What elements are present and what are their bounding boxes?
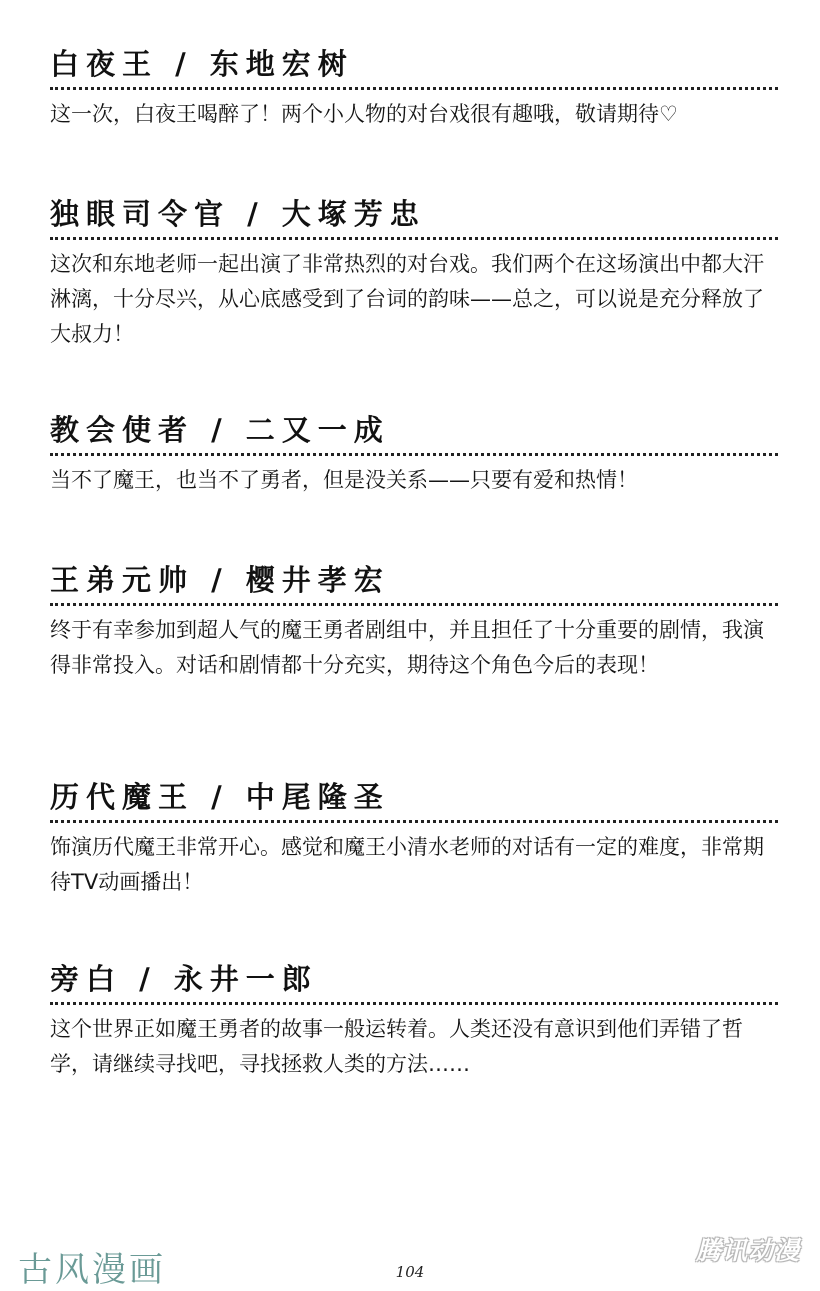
entry-body: 这个世界正如魔王勇者的故事一般运转着。人类还没有意识到他们弄错了哲学，请继续寻找吧，寻找拯救人类的方法…… [50, 1017, 743, 1076]
dotted-divider [50, 603, 778, 606]
entry-title: 白夜王 / 东地宏树 [50, 47, 354, 81]
entry-pang-bai [50, 962, 778, 1082]
page-number: 104 [395, 1263, 425, 1281]
entry-li-dai-mo-wang [50, 780, 778, 900]
entry-body: 这一次，白夜王喝醉了！两个小人物的对台戏很有趣哦，敬请期待♡ [50, 102, 678, 126]
dotted-divider [50, 87, 778, 90]
entry-body: 这次和东地老师一起出演了非常热烈的对台戏。我们两个在这场演出中都大汗淋漓，十分尽兴，从心底感受到了台词的韵味——总之，可以说是充分释放了大叔力！ [50, 252, 764, 346]
dotted-divider [50, 1002, 778, 1005]
entry-body: 终于有幸参加到超人气的魔王勇者剧组中，并且担任了十分重要的剧情，我演得非常投入。对话和剧情都十分充实，期待这个角色今后的表现！ [50, 618, 764, 677]
dotted-divider [50, 820, 778, 823]
entry-title: 王弟元帅 / 樱井孝宏 [50, 563, 390, 597]
entry-title: 旁白 / 永井一郎 [50, 962, 318, 996]
entry-body: 当不了魔王，也当不了勇者，但是没关系——只要有爱和热情！ [50, 468, 638, 492]
entry-title: 独眼司令官 / 大塚芳忠 [50, 197, 426, 231]
entry-title: 教会使者 / 二又一成 [50, 413, 390, 447]
watermark-tencent-comic: 腾讯动漫 [695, 1236, 800, 1265]
entry-bai-ye-wang [50, 47, 778, 132]
entry-title: 历代魔王 / 中尾隆圣 [50, 780, 390, 814]
watermark-gufeng-manhua: 古风漫画 [18, 1250, 166, 1290]
entry-jiao-hui-shi-zhe [50, 413, 778, 498]
entry-body: 饰演历代魔王非常开心。感觉和魔王小清水老师的对话有一定的难度，非常期待TV动画播出！ [50, 835, 764, 894]
dotted-divider [50, 453, 778, 456]
dotted-divider [50, 237, 778, 240]
entry-wang-di-yuan-shuai [50, 563, 778, 683]
entry-du-yan-si-ling-guan [50, 197, 778, 352]
